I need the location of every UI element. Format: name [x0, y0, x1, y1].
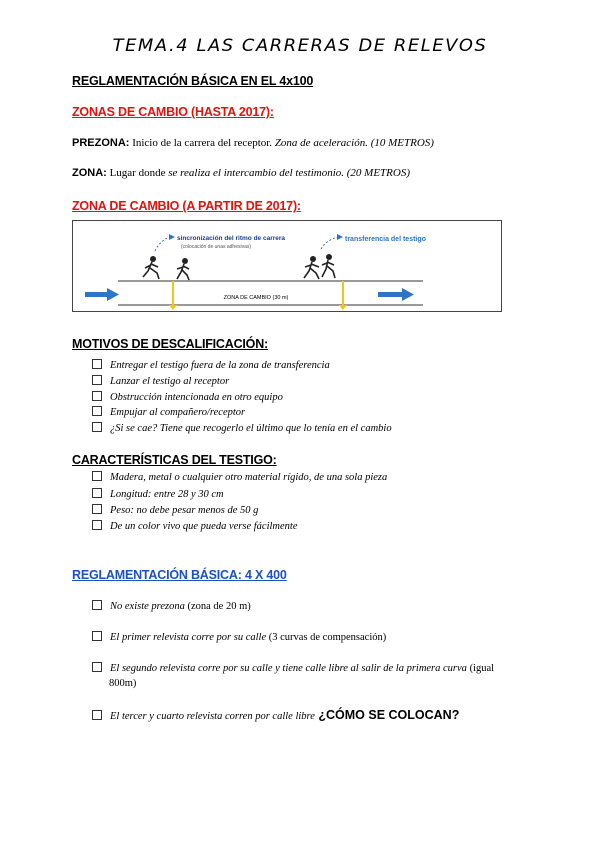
runner-icon-3 [304, 256, 319, 279]
caracteristica-item [92, 488, 224, 500]
motivo-item [92, 406, 245, 418]
checkbox-icon [92, 662, 102, 672]
motivo-text: Lanzar el testigo al receptor [110, 376, 230, 387]
item-4x400 [92, 600, 251, 612]
transfer-arrowhead-icon [337, 234, 343, 240]
heading-motivos: MOTIVOS DE DESCALIFICACIÓN: [72, 337, 268, 351]
caracteristica-item [92, 504, 258, 516]
motivo-item [92, 391, 283, 403]
zona-paragraph [72, 167, 410, 179]
heading-zona-desde-2017: ZONA DE CAMBIO (A PARTIR DE 2017): [72, 199, 301, 213]
checkbox-icon [92, 600, 102, 610]
sync-arrowhead-icon [169, 234, 175, 240]
transfer-curve-arrow-icon [321, 237, 339, 249]
left-arrow-icon [85, 288, 119, 301]
checkbox-icon [92, 391, 102, 401]
runner-icon-4 [322, 254, 335, 278]
caracteristica-item [92, 520, 297, 532]
item-4x400 [92, 631, 386, 643]
caracteristica-text: De un color vivo que pueda verse fácilmente [110, 521, 298, 532]
page-title: TEMA.4 LAS CARRERAS DE RELEVOS [112, 36, 488, 56]
transfer-label: transferencia del testigo [345, 236, 426, 243]
motivo-text: ¿Si se cae? Tiene que recogerlo el último que lo tenía en el cambio [110, 423, 392, 434]
heading-4x100: REGLAMENTACIÓN BÁSICA EN EL 4x100 [72, 74, 314, 88]
checkbox-icon [92, 520, 102, 530]
checkbox-icon [92, 488, 102, 498]
motivo-text: Entregar el testigo fuera de la zona de transferencia [110, 360, 330, 371]
heading-zonas-hasta-2017: ZONAS DE CAMBIO (HASTA 2017): [72, 105, 274, 119]
item-normal: (3 curvas de compensación) [266, 632, 387, 643]
item-normal: (igual [466, 663, 495, 674]
relay-zone-diagram [72, 220, 502, 312]
item-4x400 [92, 708, 459, 722]
item-italic: El tercer y cuarto relevista corren por calle libre [110, 711, 315, 722]
prezona-label: PREZONA: [72, 137, 130, 149]
item-italic: No existe prezona [110, 601, 185, 612]
checkbox-icon [92, 375, 102, 385]
right-arrow-icon [378, 288, 414, 301]
caracteristica-item [92, 471, 387, 483]
checkbox-icon [92, 504, 102, 514]
sync-label: sincronización del ritmo de carrera [177, 235, 286, 242]
checkbox-icon [92, 406, 102, 416]
item-4x400-continued: 800m) [109, 678, 137, 689]
item-normal: (zona de 20 m) [184, 601, 251, 612]
motivo-item [92, 375, 229, 387]
item-italic: El primer relevista corre por su calle [110, 632, 267, 643]
zone-end-marker-icon [339, 281, 347, 310]
item-4x400 [92, 662, 494, 674]
runner-icon-2 [177, 258, 189, 280]
motivo-item [92, 422, 392, 434]
checkbox-icon [92, 631, 102, 641]
prezona-paragraph [72, 137, 434, 149]
runner-icon-1 [143, 256, 159, 279]
checkbox-icon [92, 471, 102, 481]
zona-text: Lugar donde [106, 167, 169, 179]
prezona-text: Inicio de la carrera del receptor. [129, 137, 275, 149]
sync-curve-arrow-icon [155, 237, 171, 251]
relay-zone-svg [73, 221, 501, 311]
motivo-text: Obstrucción intencionada en otro equipo [110, 392, 283, 403]
heading-4x400: REGLAMENTACIÓN BÁSICA: 4 X 400 [72, 568, 287, 582]
motivo-text: Empujar al compañero/receptor [110, 407, 246, 418]
checkbox-icon [92, 359, 102, 369]
caracteristica-text: Longitud: entre 28 y 30 cm [110, 489, 224, 500]
motivo-item [92, 359, 330, 371]
zone-start-marker-icon [169, 281, 177, 310]
item-italic: El segundo relevista corre por su calle y tiene calle libre al salir de la primera curva [110, 663, 467, 674]
checkbox-icon [92, 710, 102, 720]
sync-sub-label: (colocación de unas adhesivas) [181, 244, 252, 250]
zone-label: ZONA DE CAMBIO (30 m) [223, 295, 289, 301]
checkbox-icon [92, 422, 102, 432]
zona-italic: se realiza el intercambio del testimonio. (20 METROS) [168, 167, 410, 179]
caracteristica-text: Peso: no debe pesar menos de 50 g [110, 505, 259, 516]
como-se-colocan-text: ¿CÓMO SE COLOCAN? [314, 708, 460, 722]
caracteristica-text: Madera, metal o cualquier otro material rígido, de una sola pieza [110, 472, 388, 483]
prezona-italic: Zona de aceleración. (10 METROS) [274, 137, 434, 149]
heading-caracteristicas: CARACTERÍSTICAS DEL TESTIGO: [72, 453, 277, 467]
zona-label: ZONA: [72, 167, 107, 179]
